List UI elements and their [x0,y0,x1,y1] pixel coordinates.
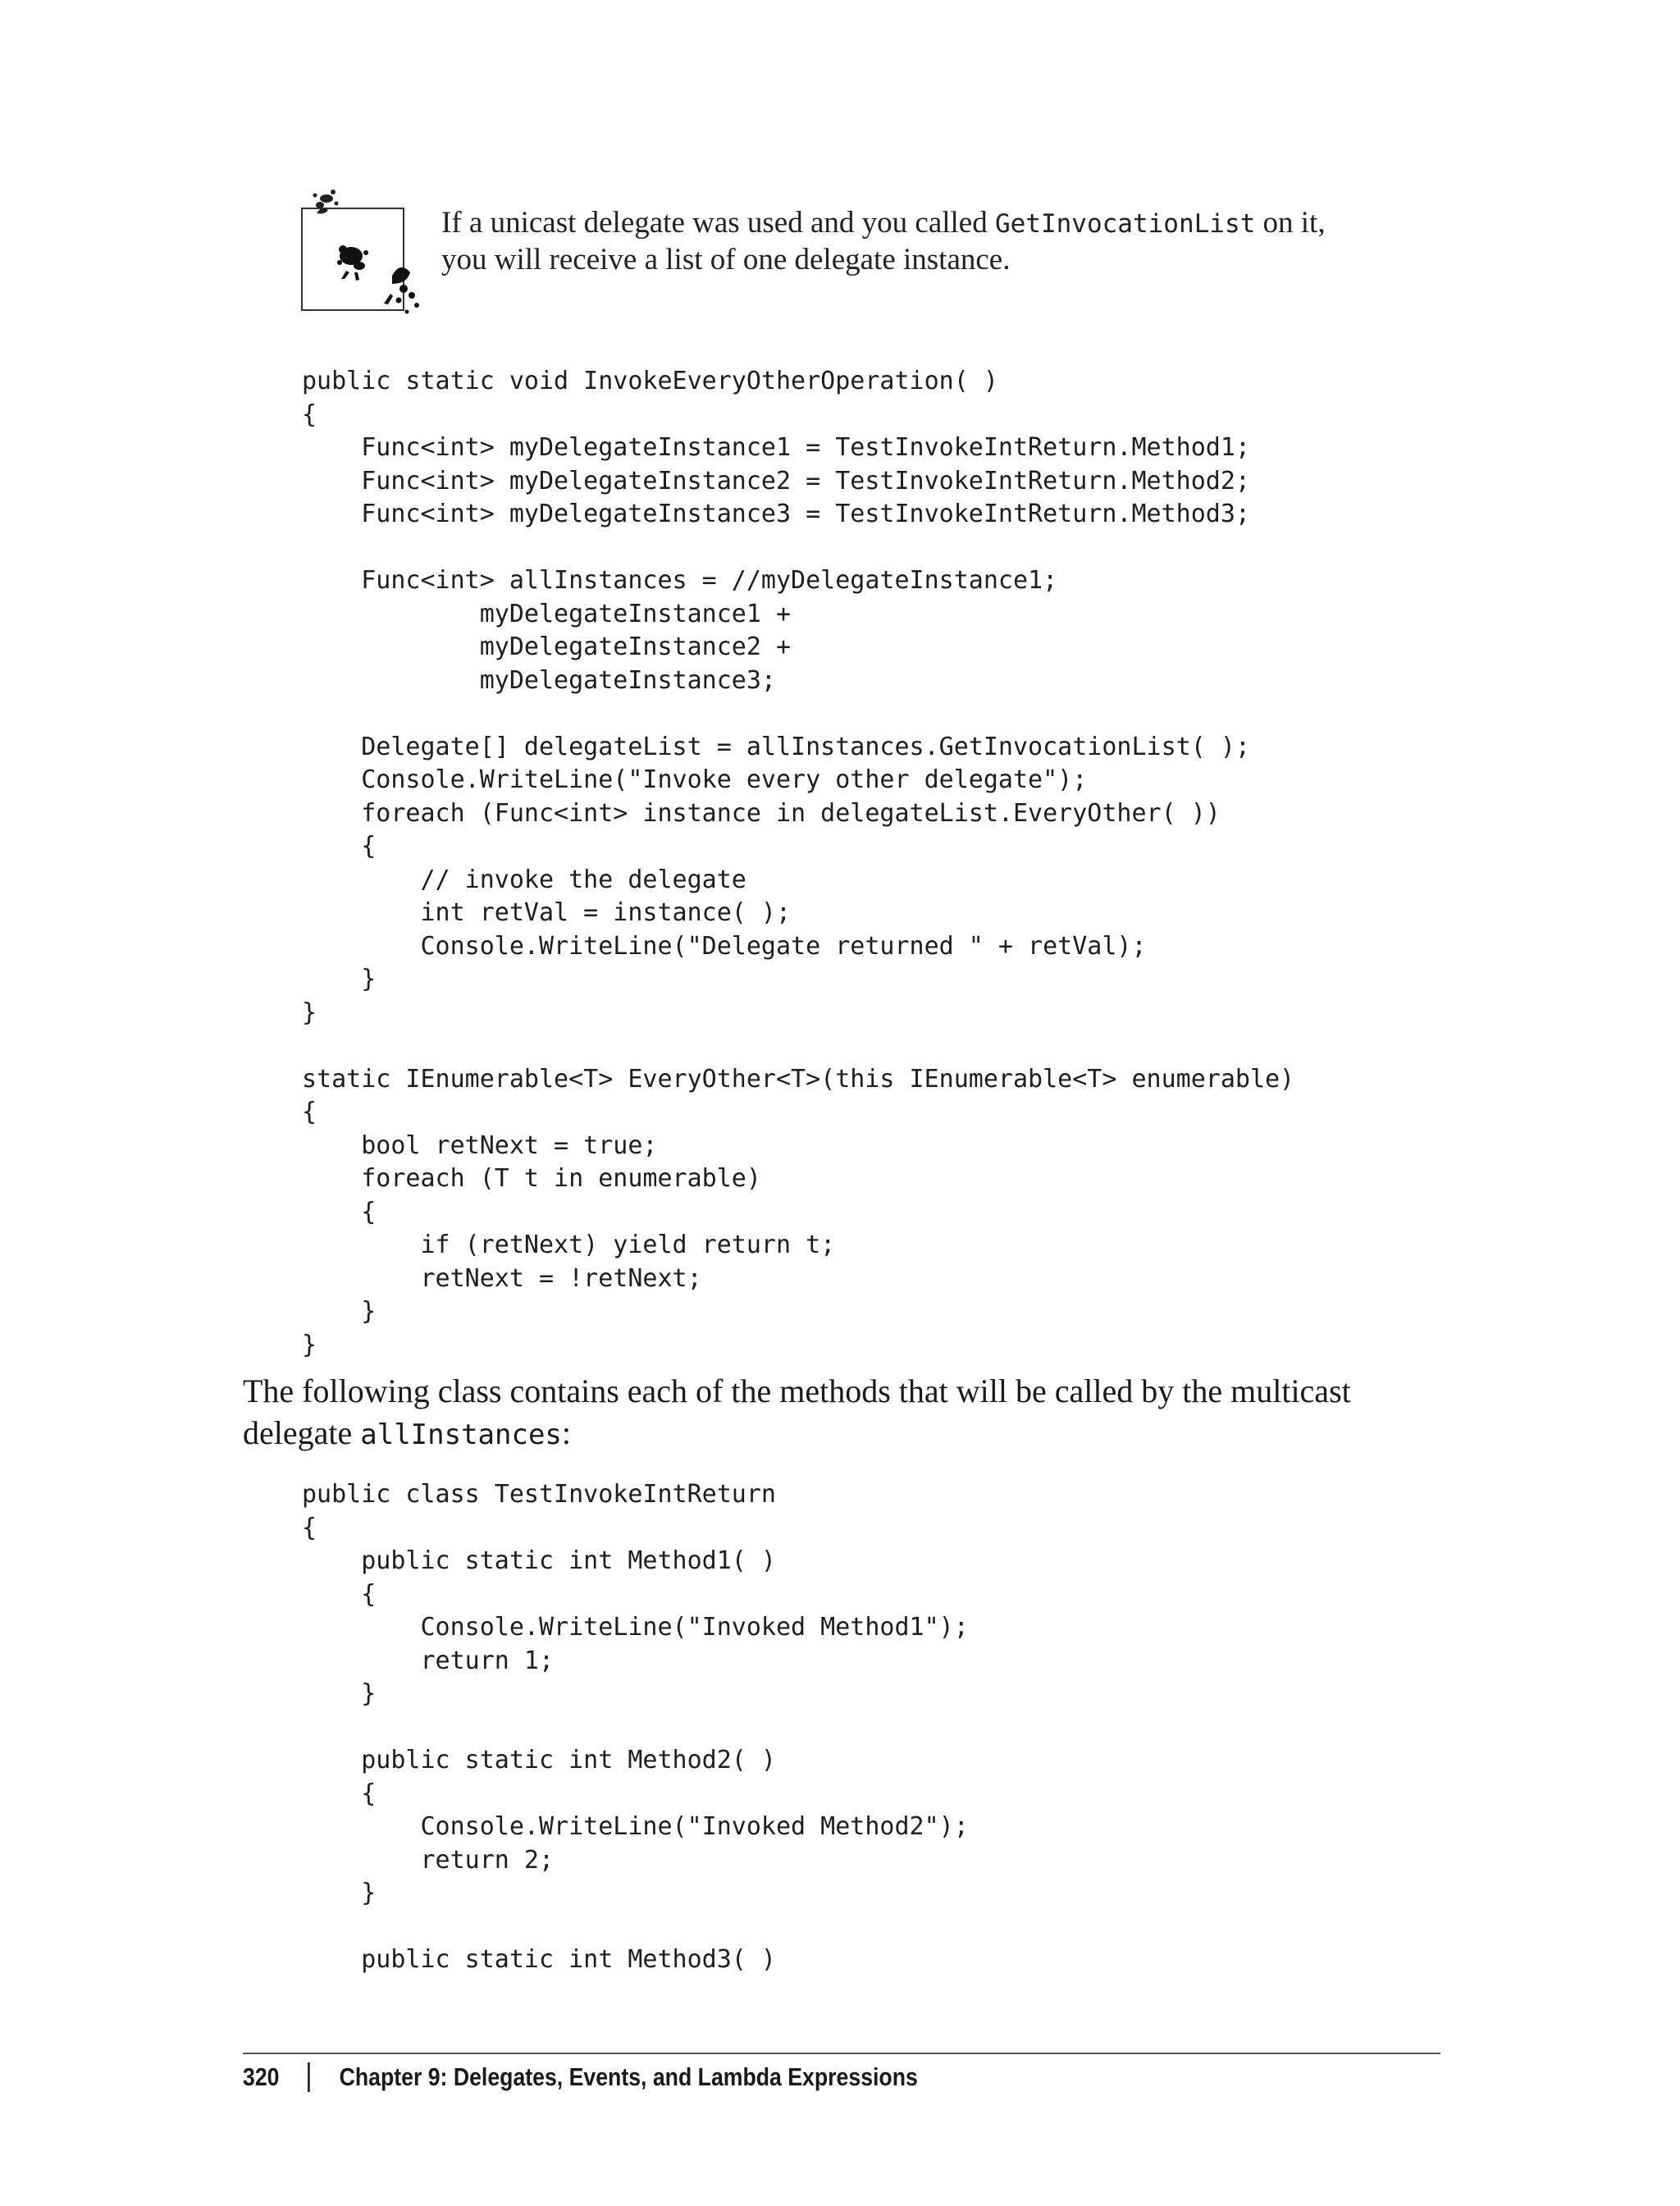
page-number: 320 [243,2062,280,2091]
code-listing-invoke-every-other: public static void InvokeEveryOtherOperation( ) { Func<int> myDelegateInstance1 = TestInvokeIntReturn.Method1; Func<int> myDelegateInstance2 = TestInvokeIntReturn.Method2; Func<int> myDelegateInstance3 = TestInvokeIntReturn.Method3; Func<int> allInstances = //myDelegateInstance1; myDelegateInstance1 + myDelegateInstance2 + myDelegateInstance3; Delegate[] delegateList = allInstances.GetInvocationList( ); Console.WriteLine("Invoke every other delegate"); foreach (Func<int> instance in delegateList.EveryOther( )) { // invoke the delegate int retVal = instance( ); Console.WriteLine("Delegate returned " + retVal); } } static IEnumerable<T> EveryOther<T>(this IEnumerable<T> enumerable) { bool retNext = true; foreach (T t in enumerable) { if (retNext) yield return t; retNext = !retNext; } } [302,367,1295,1359]
paragraph-inline-code: allInstances [360,1418,562,1451]
paragraph-text-before: The following class contains each of the methods that will be called by the multicast delegate [243,1372,1351,1451]
paragraph-text-after: : [561,1414,572,1451]
body-paragraph [243,1370,1440,1456]
tip-bird-icon [300,180,440,320]
footer-separator [308,2062,310,2092]
tip-inline-code: GetInvocationList [994,209,1256,239]
code-listing-test-invoke-int-return: public class TestInvokeIntReturn { public static int Method1( ) { Console.WriteLine("Invoked Method1"); return 1; } public static int Method2( ) { Console.WriteLine("Invoked Method2"); return 2; } public static int Method3( ) [302,1480,969,1974]
tip-callout [300,180,1367,320]
tip-text-after: on it, you will receive a list of one delegate instance. [441,206,1326,276]
page-footer [243,2053,918,2102]
tip-text [441,205,1360,278]
tip-text-before: If a unicast delegate was used and you called [441,206,995,240]
chapter-title: Chapter 9: Delegates, Events, and Lambda Expressions [339,2062,918,2091]
